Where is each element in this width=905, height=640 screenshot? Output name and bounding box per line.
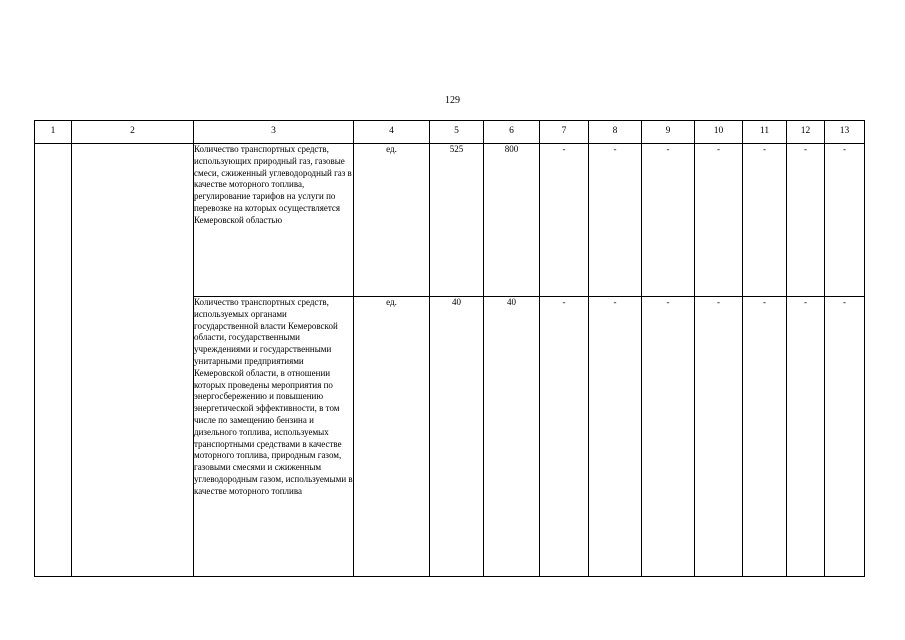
value-col-9: - (642, 297, 695, 577)
header-cell: 5 (430, 121, 484, 144)
table-row (35, 144, 865, 297)
unit-cell: ед. (354, 144, 430, 297)
value-col-10: - (695, 144, 743, 297)
indicator-description: Количество транспортных средств, использующих природный газ, газовые смеси, сжиженный углеводородный газ в качестве моторного топлива, регулирование тарифов на услуги по перевозке на которых осуществляется Кемеровской областью (194, 144, 354, 297)
header-cell: 8 (589, 121, 642, 144)
header-cell: 6 (484, 121, 540, 144)
header-cell: 11 (743, 121, 787, 144)
value-col-11: - (743, 297, 787, 577)
value-col-8: - (589, 144, 642, 297)
page-number: 129 (445, 95, 460, 106)
col-2-blank-cell (72, 144, 194, 577)
header-cell: 12 (787, 121, 825, 144)
header-cell: 3 (194, 121, 354, 144)
value-col-7: - (540, 297, 589, 577)
value-col-5: 525 (430, 144, 484, 297)
unit-cell: ед. (354, 297, 430, 577)
indicator-table (34, 120, 865, 577)
header-row (35, 121, 865, 144)
value-col-11: - (743, 144, 787, 297)
value-col-10: - (695, 297, 743, 577)
value-col-7: - (540, 144, 589, 297)
header-cell: 4 (354, 121, 430, 144)
header-cell: 7 (540, 121, 589, 144)
value-col-13: - (825, 297, 865, 577)
header-cell: 9 (642, 121, 695, 144)
header-cell: 1 (35, 121, 72, 144)
header-cell: 2 (72, 121, 194, 144)
value-col-6: 40 (484, 297, 540, 577)
indicator-description: Количество транспортных средств, используемых органами государственной власти Кемеровской области, государственными учреждениями и государственными унитарными предприятиями Кемеровской области, в отношении которых проведены мероприятия по энергосбережению и повышению энергетической эффективности, в том числе по замещению бензина и дизельного топлива, используемых транспортными средствами в качестве моторного топлива, природным газом, газовыми смесями и сжиженным углеводородным газом, используемыми в качестве моторного топлива (194, 297, 354, 577)
header-cell: 10 (695, 121, 743, 144)
value-col-9: - (642, 144, 695, 297)
value-col-6: 800 (484, 144, 540, 297)
value-col-8: - (589, 297, 642, 577)
value-col-13: - (825, 144, 865, 297)
value-col-12: - (787, 144, 825, 297)
value-col-12: - (787, 297, 825, 577)
col-1-blank-cell (35, 144, 72, 577)
header-cell: 13 (825, 121, 865, 144)
value-col-5: 40 (430, 297, 484, 577)
